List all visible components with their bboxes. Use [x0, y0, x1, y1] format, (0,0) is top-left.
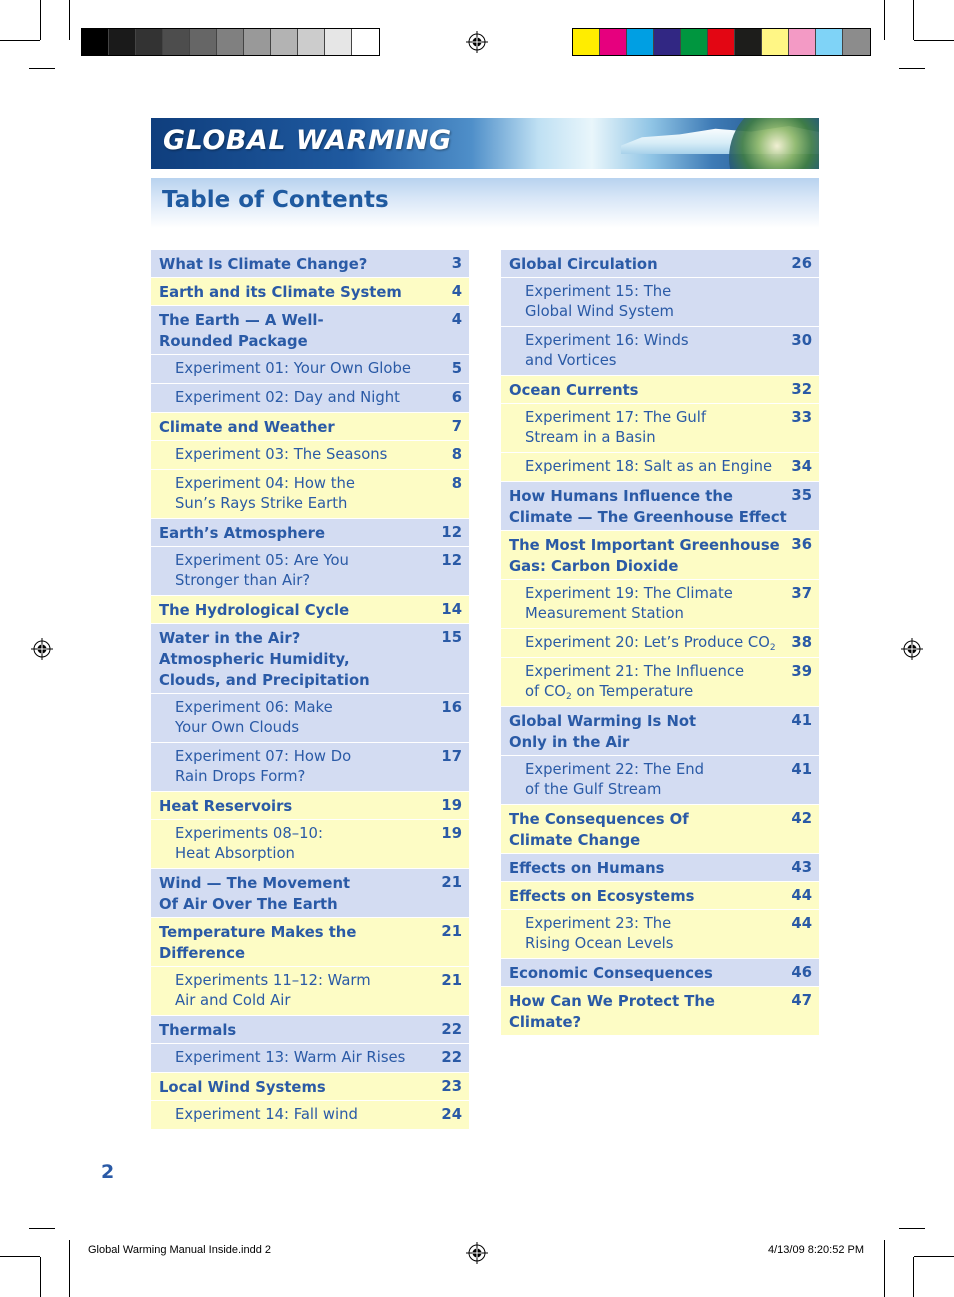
toc-page-number: 36 [791, 536, 812, 553]
toc-experiment-entry[interactable] [501, 658, 819, 707]
toc-entry-title: Temperature Makes the Difference [159, 924, 357, 962]
color-swatch [762, 29, 789, 55]
toc-section [501, 882, 819, 959]
toc-section [151, 278, 469, 306]
toc-chapter-entry[interactable] [501, 531, 819, 580]
toc-entry-title: Thermals [159, 1022, 237, 1039]
toc-entry-title: Experiment 18: Salt as an Engine [525, 458, 773, 475]
toc-chapter-entry[interactable] [151, 306, 469, 355]
toc-entry-title: The Consequences Of Climate Change [509, 811, 689, 849]
toc-page-number: 38 [791, 634, 812, 651]
toc-page-number: 47 [791, 992, 812, 1009]
toc-experiment-entry[interactable] [501, 327, 819, 376]
toc-section [151, 519, 469, 596]
toc-page-number: 44 [791, 887, 812, 904]
toc-entry-title: Experiment 20: Let’s Produce $CO_2$ [525, 634, 776, 653]
color-swatch [600, 29, 627, 55]
crop-mark [40, 1257, 41, 1297]
color-swatch [573, 29, 600, 55]
toc-section [501, 376, 819, 482]
color-swatch [217, 29, 244, 55]
crop-mark [884, 0, 885, 40]
toc-page-number: 24 [441, 1106, 462, 1123]
crop-mark [899, 68, 925, 69]
toc-page-number: 3 [451, 255, 462, 272]
toc-page-number: 33 [791, 409, 812, 426]
color-swatch [298, 29, 325, 55]
toc-chapter-entry[interactable] [151, 1016, 469, 1044]
toc-page-number: 41 [791, 712, 812, 729]
toc-experiment-entry[interactable] [501, 580, 819, 629]
toc-experiment-entry[interactable] [151, 355, 469, 384]
toc-entry-title: Experiment 14: Fall wind [175, 1106, 358, 1123]
registration-mark-icon [466, 1242, 488, 1264]
toc-section [501, 805, 819, 854]
toc-entry-title: Earth’s Atmosphere [159, 525, 325, 542]
toc-experiment-entry[interactable] [151, 547, 469, 596]
crop-mark [884, 1240, 885, 1297]
crop-mark [899, 1228, 925, 1229]
toc-experiment-entry[interactable] [501, 404, 819, 453]
toc-page-number: 43 [791, 859, 812, 876]
toc-experiment-entry[interactable] [501, 910, 819, 959]
toc-chapter-entry[interactable] [151, 1073, 469, 1101]
toc-page-number: 17 [441, 748, 462, 765]
color-swatch [735, 29, 762, 55]
toc-entry-title: Experiments 08–10: Heat Absorption [175, 825, 323, 862]
toc-page-number: 34 [791, 458, 812, 475]
toc-chapter-entry[interactable] [501, 250, 819, 278]
toc-experiment-entry[interactable] [151, 1044, 469, 1073]
toc-page-number: 14 [441, 601, 462, 618]
toc-page-number: 12 [441, 524, 462, 541]
toc-experiment-entry[interactable] [151, 470, 469, 519]
toc-page-number: 12 [441, 552, 462, 569]
toc-section [151, 306, 469, 413]
toc-entry-title: Global Circulation [509, 256, 658, 273]
registration-mark-icon [31, 638, 53, 660]
toc-entry-title: Experiment 01: Your Own Globe [175, 360, 411, 377]
global-warming-banner [151, 118, 819, 169]
toc-chapter-entry[interactable] [501, 805, 819, 854]
toc-entry-title: Economic Consequences [509, 965, 713, 982]
toc-section [151, 1016, 469, 1073]
color-swatch [789, 29, 816, 55]
toc-page-number: 7 [451, 418, 462, 435]
toc-chapter-entry[interactable] [151, 792, 469, 820]
banner-title: GLOBAL WARMING [163, 125, 452, 156]
toc-section [501, 959, 819, 987]
toc-page-number: 22 [441, 1021, 462, 1038]
toc-page-number: 30 [791, 332, 812, 349]
toc-page-number: 21 [441, 972, 462, 989]
crop-mark [914, 40, 954, 41]
toc-page-number: 42 [791, 810, 812, 827]
toc-entry-title: Effects on Ecosystems [509, 888, 695, 905]
toc-page-number: 39 [791, 663, 812, 680]
color-swatch [109, 29, 136, 55]
toc-page-number: 23 [441, 1078, 462, 1095]
toc-page-number: 19 [441, 825, 462, 842]
toc-page-number: 6 [451, 389, 462, 406]
toc-section [151, 1073, 469, 1130]
toc-chapter-entry[interactable] [501, 482, 819, 531]
toc-section [501, 250, 819, 376]
toc-entry-title: Global Warming Is Not Only in the Air [509, 713, 697, 751]
color-swatch [244, 29, 271, 55]
toc-chapter-entry[interactable] [501, 882, 819, 910]
toc-left-column [151, 250, 469, 1130]
toc-page-number: 21 [441, 923, 462, 940]
slug-filename: Global Warming Manual Inside.indd 2 [88, 1244, 272, 1256]
toc-section [501, 482, 819, 531]
color-swatch [708, 29, 735, 55]
grayscale-color-bar [81, 28, 380, 56]
earth-globe-image [729, 118, 819, 169]
toc-section [151, 869, 469, 918]
crop-mark [0, 1256, 40, 1257]
toc-entry-title: Local Wind Systems [159, 1079, 326, 1096]
toc-entry-title: Experiment 04: How the Sun’s Rays Strike Earth [175, 475, 355, 512]
toc-page-number: 15 [441, 629, 462, 646]
toc-entry-title: Water in the Air? Atmospheric Humidity, Clouds, and Precipitation [159, 630, 370, 689]
toc-entry-title: The Earth — A Well- Rounded Package [159, 312, 324, 350]
toc-chapter-entry[interactable] [151, 519, 469, 547]
toc-chapter-entry[interactable] [151, 278, 469, 306]
toc-entry-title: Experiment 16: Winds and Vortices [525, 332, 689, 369]
toc-section [501, 854, 819, 882]
toc-entry-title: Experiment 22: The End of the Gulf Stream [525, 761, 705, 798]
page-number: 2 [101, 1161, 115, 1183]
crop-mark [40, 0, 41, 40]
toc-page-number: 35 [791, 487, 812, 504]
toc-entry-title: What Is Climate Change? [159, 256, 368, 273]
toc-entry-title: Experiment 19: The Climate Measurement Station [525, 585, 733, 622]
toc-entry-title: Experiments 11–12: Warm Air and Cold Air [175, 972, 371, 1009]
toc-experiment-entry[interactable] [151, 743, 469, 792]
color-swatch [271, 29, 298, 55]
toc-section [151, 413, 469, 519]
crop-mark [69, 0, 70, 40]
page-title: Table of Contents [162, 187, 389, 213]
toc-page-number: 41 [791, 761, 812, 778]
crop-mark [914, 1256, 954, 1257]
toc-experiment-entry[interactable] [151, 694, 469, 743]
toc-section [151, 918, 469, 1016]
toc-entry-title: Experiment 05: Are You Stronger than Air? [175, 552, 349, 589]
toc-page-number: 37 [791, 585, 812, 602]
toc-page-number: 8 [451, 475, 462, 492]
toc-chapter-entry[interactable] [151, 918, 469, 967]
toc-entry-title: The Most Important Greenhouse Gas: Carbon Dioxide [509, 537, 780, 575]
color-swatch [163, 29, 190, 55]
toc-chapter-entry[interactable] [501, 987, 819, 1036]
color-swatch [352, 29, 379, 55]
process-color-bar [572, 28, 871, 56]
toc-section [151, 596, 469, 624]
toc-chapter-entry[interactable] [151, 413, 469, 441]
toc-entry-title: Heat Reservoirs [159, 798, 293, 815]
toc-chapter-entry[interactable] [151, 869, 469, 918]
color-swatch [190, 29, 217, 55]
toc-right-column [501, 250, 819, 1036]
color-swatch [681, 29, 708, 55]
toc-entry-title: Experiment 13: Warm Air Rises [175, 1049, 406, 1066]
toc-section [151, 250, 469, 278]
toc-chapter-entry[interactable] [501, 854, 819, 882]
toc-entry-title: Experiment 03: The Seasons [175, 446, 388, 463]
toc-section [501, 987, 819, 1036]
registration-mark-icon [901, 638, 923, 660]
toc-page-number: 21 [441, 874, 462, 891]
toc-experiment-entry[interactable] [151, 1101, 469, 1130]
toc-experiment-entry[interactable] [501, 278, 819, 327]
color-swatch [627, 29, 654, 55]
toc-entry-title: Climate and Weather [159, 419, 335, 436]
toc-page-number: 44 [791, 915, 812, 932]
toc-entry-title: Earth and its Climate System [159, 284, 402, 301]
toc-page-number: 5 [451, 360, 462, 377]
color-swatch [654, 29, 681, 55]
toc-page-number: 26 [791, 255, 812, 272]
toc-entry-title: The Hydrological Cycle [159, 602, 350, 619]
toc-experiment-entry[interactable] [151, 967, 469, 1016]
toc-experiment-entry[interactable] [501, 756, 819, 805]
toc-page-number: 19 [441, 797, 462, 814]
toc-page-number: 46 [791, 964, 812, 981]
crop-mark [0, 40, 40, 41]
color-swatch [82, 29, 109, 55]
color-swatch [816, 29, 843, 55]
color-swatch [325, 29, 352, 55]
crop-mark [29, 68, 55, 69]
slug-datetime: 4/13/09 8:20:52 PM [768, 1244, 865, 1256]
toc-entry-title: Experiment 21: The Influence of $CO_2$ on Temperature [525, 663, 745, 702]
toc-entry-title: Experiment 02: Day and Night [175, 389, 400, 406]
crop-mark [913, 1257, 914, 1297]
toc-chapter-entry[interactable] [151, 250, 469, 278]
color-swatch [136, 29, 163, 55]
toc-entry-title: How Humans Influence the Climate — The Greenhouse Effect [509, 488, 787, 526]
toc-page-number: 32 [791, 381, 812, 398]
toc-experiment-entry[interactable] [151, 384, 469, 413]
toc-chapter-entry[interactable] [501, 376, 819, 404]
toc-entry-title: Experiment 17: The Gulf Stream in a Basin [525, 409, 707, 446]
crop-mark [69, 1240, 70, 1297]
toc-experiment-entry[interactable] [151, 441, 469, 470]
toc-entry-title: Experiment 06: Make Your Own Clouds [175, 699, 333, 736]
toc-section [151, 624, 469, 792]
toc-entry-title: Effects on Humans [509, 860, 665, 877]
toc-entry-title: Experiment 23: The Rising Ocean Levels [525, 915, 674, 952]
toc-header [151, 178, 819, 228]
toc-experiment-entry[interactable] [151, 820, 469, 869]
crop-mark [913, 0, 914, 40]
toc-experiment-entry[interactable] [501, 453, 819, 482]
registration-mark-icon [466, 31, 488, 53]
toc-page-number: 4 [451, 283, 462, 300]
toc-chapter-entry[interactable] [151, 596, 469, 624]
toc-experiment-entry[interactable] [501, 629, 819, 658]
toc-section [151, 792, 469, 869]
toc-entry-title: Experiment 07: How Do Rain Drops Form? [175, 748, 352, 785]
toc-page-number: 4 [451, 311, 462, 328]
toc-entry-title: Wind — The Movement Of Air Over The Earth [159, 875, 351, 913]
toc-entry-title: Ocean Currents [509, 382, 639, 399]
toc-chapter-entry[interactable] [501, 959, 819, 987]
toc-chapter-entry[interactable] [501, 707, 819, 756]
toc-entry-title: Experiment 15: The Global Wind System [525, 283, 674, 320]
toc-page-number: 8 [451, 446, 462, 463]
toc-section [501, 531, 819, 707]
toc-chapter-entry[interactable] [151, 624, 469, 694]
crop-mark [29, 1228, 55, 1229]
toc-section [501, 707, 819, 805]
color-swatch [843, 29, 870, 55]
toc-entry-title: How Can We Protect The Climate? [509, 993, 715, 1031]
toc-page-number: 16 [441, 699, 462, 716]
toc-page-number: 22 [441, 1049, 462, 1066]
